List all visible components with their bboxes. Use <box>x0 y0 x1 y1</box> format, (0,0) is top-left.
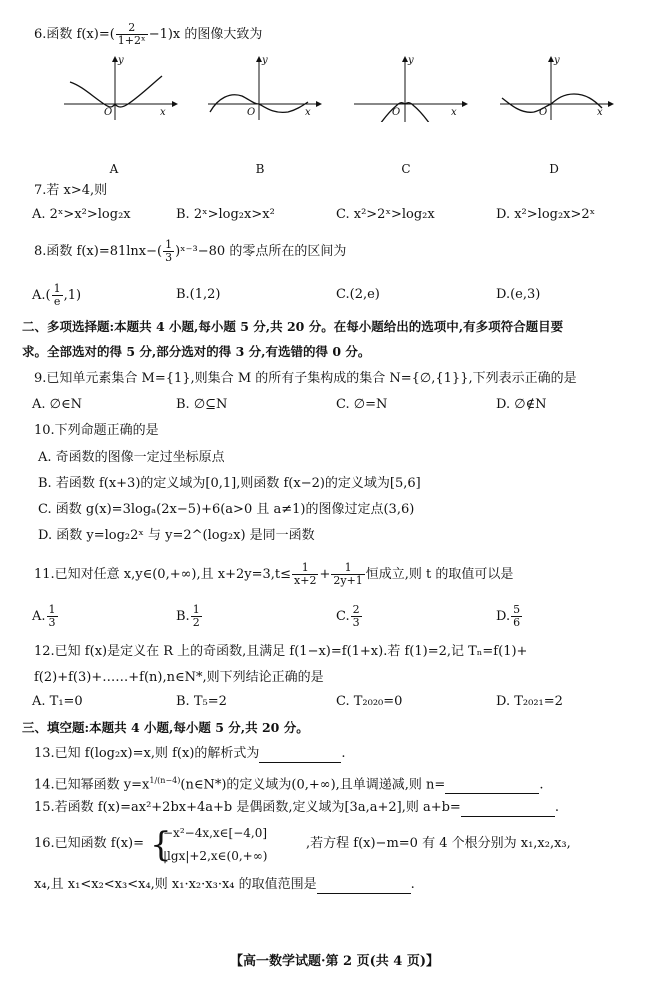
q10-option-b: B. 若函数 f(x+3)的定义域为[0,1],则函数 f(x−2)的定义域为[5,6] <box>38 476 421 491</box>
q12-option-d: D. T₂₀₂₁=2 <box>496 694 563 709</box>
fraction: $\frac{2}{\text{1+2ˣ}}$ <box>117 21 146 47</box>
q16-stem-cont: x₄,且 x₁<x₂<x₃<x₄,则 x₁·x₂·x₃·x₄ 的取值范围是 . <box>34 877 415 892</box>
exam-page: 6.函数 f(x)=( $\frac{2}{\text{1+2ˣ}}$ −1)x 的图像大致为 y x O y x O y x O y x O A B C D 7.若 x>4,则 A. 2ˣ>x²>log₂x B. 2ˣ>log₂x>x² C. x²>2ˣ>log₂x D. x²>log₂x>2ˣ 8.函数 f(x)=81lnx−( $\frac{1}{3}$ )ˣ⁻³−80 的零点所在的区间为 A.( $\frac{1}{e}$ ,1) B.(1,2) C.(2,e) D.(e,3) 二、多项选择题:本题共 4 小题,每小题 5 分,共 20 分。在每小题给出的选项中,有多项符合题目要 求。全部选对的得 5 分,部分选对的得 3 分,有选错的得 0 分。 9.已知单元素集合 M={1},则集合 M 的所有子集构成的集合 N={∅,{1}},下列表示正确的是 A. ∅∈N B. ∅⊆N C. ∅=N D. ∅∉N 10.下列命题正确的是 A. 奇函数的图像一定过坐标原点 B. 若函数 f(x+3)的定义域为[0,1],则函数 f(x−2)的定义域为[5,6] C. 函数 g(x)=3logₐ(2x−5)+6(a>0 且 a≠1)的图像过定点(3,6) D. 函数 y=log₂2ˣ 与 y=2^(log₂x) 是同一函数 11.已知对任意 x,y∈(0,+∞),且 x+2y=3,t≤ $\frac{1}{x+2}$ + $\frac{1}{2y+1}$ 恒成立,则 t 的取值可以是 A. $\frac{1}{3}$ B. $\frac{1}{2}$ C. $\frac{2}{3}$ D. $\frac{5}{6}$ 12.已知 f(x)是定义在 R 上的奇函数,且满足 f(1−x)=f(1+x).若 f(1)=2,记 Tₙ=f(1)+ f(2)+f(3)+……+f(n),n∈N*,则下列结论正确的是 A. T₁=0 B. T₅=2 C. T₂₀₂₀=0 D. T₂₀₂₁=2 三、填空题:本题共 4 小题,每小题 5 分,共 20 分。 13.已知 f(log₂x)=x,则 f(x)的解析式为 . 14.已知幂函数 $y=x^{1/(n-4)}(n\in N*)$的定义域为(0,+∞),且单调递减,则 n= . 15.若函数 f(x)=ax²+2bx+4a+b 是偶函数,定义域为[3a,a+2],则 a+b= . 16.已知函数 f(x)= ,若方程 f(x)−m=0 有 4 个根分别为 x₁,x₂,x₃, { −x²−4x,x∈[−4,0] |lgx|+2,x∈(0,+∞) x₄,且 x₁<x₂<x₃<x₄,则 x₁·x₂·x₃·x₄ 的取值范围是 . 【高一数学试题·第 2 页(共 4 页)】 <box>0 0 669 991</box>
page-footer: 【高一数学试题·第 2 页(共 4 页)】 <box>229 954 440 969</box>
q10-option-d: D. 函数 y=log₂2ˣ 与 y=2^(log₂x) 是同一函数 <box>38 528 315 543</box>
graph-label-d: D <box>549 162 559 176</box>
answer-blank[interactable] <box>259 748 341 763</box>
piecewise-case-2: |lgx|+2,x∈(0,+∞) <box>163 849 268 863</box>
answer-blank[interactable] <box>445 779 539 794</box>
q9-option-a: A. ∅∈N <box>32 397 82 412</box>
section-2-heading-cont: 求。全部选对的得 5 分,部分选对的得 3 分,有选错的得 0 分。 <box>22 344 371 359</box>
q7-option-b: B. 2ˣ>log₂x>x² <box>176 207 275 222</box>
q11-option-d: D. $\frac{5}{6}$ <box>496 603 521 629</box>
q10-option-a: A. 奇函数的图像一定过坐标原点 <box>38 450 225 465</box>
graph-label-a: A <box>109 162 119 176</box>
q12-stem-cont: f(2)+f(3)+……+f(n),n∈N*,则下列结论正确的是 <box>34 670 324 685</box>
q8-option-d: D.(e,3) <box>496 287 541 302</box>
graph-label-b: B <box>255 162 265 176</box>
q12-stem: 12.已知 f(x)是定义在 R 上的奇函数,且满足 f(1−x)=f(1+x).若 f(1)=2,记 Tₙ=f(1)+ <box>34 644 528 659</box>
section-2-heading: 二、多项选择题:本题共 4 小题,每小题 5 分,共 20 分。在每小题给出的选项中,有多项符合题目要 <box>22 319 564 334</box>
q7-stem: 7.若 x>4,则 <box>34 183 108 198</box>
q8-stem: 8.函数 f(x)=81lnx−( $\frac{1}{3}$ )ˣ⁻³−80 的零点所在的区间为 <box>34 238 347 264</box>
q15-stem: 15.若函数 f(x)=ax²+2bx+4a+b 是偶函数,定义域为[3a,a+2],则 a+b= . <box>34 800 559 815</box>
q10-option-c: C. 函数 g(x)=3logₐ(2x−5)+6(a>0 且 a≠1)的图像过定点(3,6) <box>38 502 415 517</box>
graph-label-c: C <box>401 162 411 176</box>
q12-option-c: C. T₂₀₂₀=0 <box>336 694 403 709</box>
q12-option-a: A. T₁=0 <box>32 694 83 709</box>
piecewise-brace: { <box>150 825 172 865</box>
q9-stem: 9.已知单元素集合 M={1},则集合 M 的所有子集构成的集合 N={∅,{1}},下列表示正确的是 <box>34 371 577 386</box>
q10-stem: 10.下列命题正确的是 <box>34 423 159 438</box>
q9-option-b: B. ∅⊆N <box>176 397 228 412</box>
q13-stem: 13.已知 f(log₂x)=x,则 f(x)的解析式为 . <box>34 746 346 761</box>
q14-stem: 14.已知幂函数 $y=x^{1/(n-4)}(n\in N*)$的定义域为(0,+∞),且单调递减,则 n= . <box>34 776 544 793</box>
piecewise-case-1: −x²−4x,x∈[−4,0] <box>163 826 268 840</box>
q8-option-b: B.(1,2) <box>176 287 221 302</box>
answer-blank[interactable] <box>317 879 411 894</box>
q11-option-b: B. $\frac{1}{2}$ <box>176 603 200 629</box>
q7-option-a: A. 2ˣ>x²>log₂x <box>32 207 131 222</box>
q8-option-c: C.(2,e) <box>336 287 380 302</box>
q8-option-a: A.( $\frac{1}{e}$ ,1) <box>32 282 82 308</box>
q6-stem: 6.函数 f(x)=( $\frac{2}{\text{1+2ˣ}}$ −1)x 的图像大致为 <box>34 21 263 47</box>
answer-blank[interactable] <box>461 802 555 817</box>
q7-option-c: C. x²>2ˣ>log₂x <box>336 207 435 222</box>
q9-option-d: D. ∅∉N <box>496 397 547 412</box>
q12-option-b: B. T₅=2 <box>176 694 227 709</box>
section-3-heading: 三、填空题:本题共 4 小题,每小题 5 分,共 20 分。 <box>22 720 309 735</box>
q11-stem: 11.已知对任意 x,y∈(0,+∞),且 x+2y=3,t≤ $\frac{1}{x+2}$ + $\frac{1}{2y+1}$ 恒成立,则 t 的取值可以是 <box>34 561 514 587</box>
q16-stem: 16.已知函数 f(x)= ,若方程 f(x)−m=0 有 4 个根分别为 x₁,x₂,x₃, <box>34 836 571 851</box>
q7-option-d: D. x²>log₂x>2ˣ <box>496 207 596 222</box>
q11-option-c: C. $\frac{2}{3}$ <box>336 603 360 629</box>
q11-option-a: A. $\frac{1}{3}$ <box>32 603 56 629</box>
q9-option-c: C. ∅=N <box>336 397 388 412</box>
